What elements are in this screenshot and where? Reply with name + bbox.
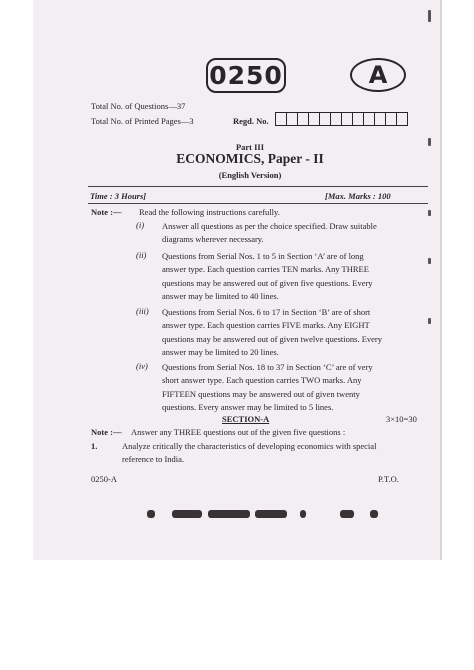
instruction-item: Answer all questions as per the choice specified. Draw suitable diagrams wherever necessary.: [162, 221, 377, 245]
edge-mark: [428, 138, 431, 146]
total-questions: Total No. of Questions—37: [91, 101, 186, 111]
section-note-label: Note :—: [91, 427, 122, 437]
total-printed-pages: Total No. of Printed Pages—3: [91, 116, 194, 126]
question-text: Analyze critically the characteristics of developing economics with special reference to India.: [122, 441, 377, 465]
top-rule: [88, 186, 428, 187]
paper-code-box: 0250: [206, 58, 286, 93]
instruction-item: Questions from Serial Nos. 1 to 5 in Section ‘A’ are of long answer type. Each question carries TEN marks. Any THREE questions may be answered out of given five questions. Every answer may be limited to 40 lines.: [162, 251, 373, 301]
item-number: (iv): [136, 361, 148, 371]
item-number: (iii): [136, 306, 149, 316]
max-marks: [Max. Marks : 100: [325, 191, 391, 201]
scan-mark: [147, 510, 155, 518]
note-intro: Read the following instructions carefully.: [139, 207, 280, 217]
regd-number-boxes: [276, 112, 408, 126]
edge-mark: [428, 258, 431, 264]
subject-title: ECONOMICS, Paper - II: [176, 151, 324, 166]
question-number: 1.: [91, 441, 98, 451]
edge-mark: [428, 210, 431, 216]
edge-mark: [428, 10, 431, 22]
scan-mark: [340, 510, 354, 518]
section-a-heading: SECTION-A: [222, 414, 270, 424]
instruction-item: Questions from Serial Nos. 18 to 37 in Section ‘C’ are of very short answer type. Each question carries TWO marks. Any FIFTEEN questions may be answered out of given twenty questions. Every answer may be limited to 5 lines.: [162, 362, 373, 412]
instruction-item: Questions from Serial Nos. 6 to 17 in Section ‘B’ are of short answer type. Each question carries FIVE marks. Any EIGHT questions may be answered out of given twelve questions. Every answer may be limited to 20 lines.: [162, 307, 383, 357]
footer-code: 0250-A: [91, 474, 117, 484]
scan-mark: [208, 510, 250, 518]
time-allowed: Time : 3 Hours]: [90, 191, 147, 201]
note-label: Note :—: [91, 207, 122, 217]
series-badge: A: [350, 58, 406, 92]
item-number: (ii): [136, 250, 147, 260]
bottom-rule: [88, 203, 428, 204]
item-number: (i): [136, 220, 145, 230]
version-label: (English Version): [218, 170, 282, 180]
scan-mark: [172, 510, 202, 518]
scan-mark: [370, 510, 378, 518]
section-note-text: Answer any THREE questions out of the given five questions :: [131, 427, 346, 437]
regd-label: Regd. No.: [233, 116, 269, 126]
scan-mark: [255, 510, 287, 518]
pto-label: P.T.O.: [378, 474, 399, 484]
scan-mark: [300, 510, 306, 518]
section-a-marks: 3×10=30: [386, 414, 417, 424]
edge-mark: [428, 318, 431, 324]
part-label: Part III: [235, 142, 265, 152]
